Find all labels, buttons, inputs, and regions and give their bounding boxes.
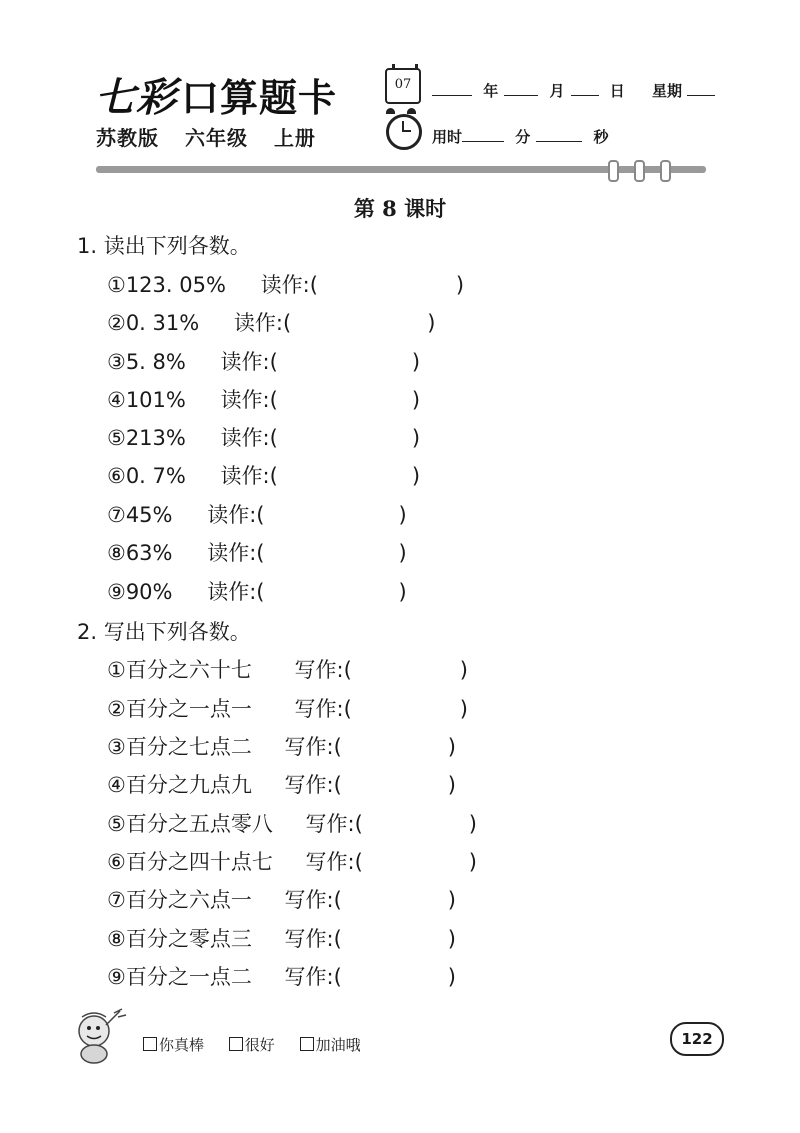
binder-ring-icon xyxy=(634,160,645,182)
item-number: ④百分之九点九 xyxy=(107,773,252,797)
close-paren: ) xyxy=(447,965,456,989)
close-paren: ) xyxy=(398,541,407,565)
checkbox[interactable] xyxy=(229,1037,243,1051)
answer-label: 写作:( xyxy=(284,735,342,759)
minutes-label: 分 xyxy=(515,128,531,146)
item-number: ⑥百分之四十点七 xyxy=(107,850,273,874)
item-number: ⑥0. 7% xyxy=(107,464,186,488)
list-item xyxy=(107,307,435,337)
list-item xyxy=(107,537,407,567)
list-item xyxy=(107,923,456,953)
checkbox[interactable] xyxy=(143,1037,157,1051)
checkbox[interactable] xyxy=(300,1037,314,1051)
rating-option[interactable] xyxy=(300,1036,361,1054)
section1-heading: 1. 读出下列各数。 xyxy=(77,234,251,258)
close-paren: ) xyxy=(468,812,477,836)
list-item xyxy=(107,576,407,606)
seconds-blank[interactable] xyxy=(536,129,582,142)
time-used-label: 用时 xyxy=(432,128,463,146)
answer-label: 读作:( xyxy=(207,541,265,565)
rating-label: 很好 xyxy=(244,1036,275,1054)
item-number: ②百分之一点一 xyxy=(107,697,252,721)
list-item xyxy=(107,499,407,529)
item-number: ④101% xyxy=(107,388,186,412)
item-number: ⑧百分之零点三 xyxy=(107,927,252,951)
binder-ring-icon xyxy=(660,160,671,182)
close-paren: ) xyxy=(398,580,407,604)
section2-heading: 2. 写出下列各数。 xyxy=(77,620,251,644)
item-number: ①百分之六十七 xyxy=(107,658,252,682)
answer-label: 读作:( xyxy=(207,503,265,527)
header-divider xyxy=(96,166,706,173)
time-fields xyxy=(432,126,615,147)
list-item xyxy=(107,346,420,376)
item-number: ②0. 31% xyxy=(107,311,200,335)
list-item xyxy=(107,731,456,761)
item-number: ⑦45% xyxy=(107,503,173,527)
close-paren: ) xyxy=(411,350,421,374)
answer-label: 写作:( xyxy=(284,927,342,951)
item-number: ①123. 05% xyxy=(107,273,226,297)
answer-label: 读作:( xyxy=(207,580,265,604)
close-paren: ) xyxy=(455,273,465,297)
close-paren: ) xyxy=(468,850,477,874)
alarm-clock-icon xyxy=(386,114,422,150)
list-item xyxy=(107,693,468,723)
list-item xyxy=(107,961,456,991)
answer-label: 写作:( xyxy=(284,888,342,912)
list-item xyxy=(107,460,420,490)
answer-label: 读作:( xyxy=(233,311,292,335)
item-number: ③百分之七点二 xyxy=(107,735,252,759)
answer-label: 读作:( xyxy=(220,388,278,412)
year-blank[interactable] xyxy=(432,83,472,96)
day-blank[interactable] xyxy=(571,83,599,96)
list-item xyxy=(107,269,464,299)
self-rating xyxy=(143,1034,381,1055)
list-item xyxy=(107,384,420,414)
lesson-title: 第 8 课时 xyxy=(353,196,447,221)
list-item xyxy=(107,654,468,684)
close-paren: ) xyxy=(459,697,468,721)
answer-label: 读作:( xyxy=(260,273,318,297)
close-paren: ) xyxy=(427,311,436,335)
list-item xyxy=(107,884,456,914)
close-paren: ) xyxy=(398,503,407,527)
page-number: 122 xyxy=(670,1022,724,1056)
answer-label: 写作:( xyxy=(294,658,352,682)
day-label: 日 xyxy=(609,82,625,100)
edition-grade: 六年级 xyxy=(184,126,248,150)
item-number: ⑨百分之一点二 xyxy=(107,965,252,989)
brand-name: 七彩 xyxy=(95,74,177,121)
item-number: ⑨90% xyxy=(107,580,173,604)
answer-label: 写作:( xyxy=(294,697,352,721)
binder-ring-icon xyxy=(608,160,619,182)
minutes-blank[interactable] xyxy=(462,129,504,142)
book-logo xyxy=(95,66,337,123)
list-item xyxy=(107,422,420,452)
list-item xyxy=(107,808,477,838)
list-item xyxy=(107,846,477,876)
seconds-label: 秒 xyxy=(593,128,609,146)
year-label: 年 xyxy=(483,82,499,100)
rating-option[interactable] xyxy=(229,1036,275,1054)
answer-label: 写作:( xyxy=(305,850,363,874)
date-fields xyxy=(432,80,715,101)
close-paren: ) xyxy=(411,388,421,412)
item-number: ⑧63% xyxy=(107,541,173,565)
close-paren: ) xyxy=(447,888,456,912)
list-item xyxy=(107,769,456,799)
cartoon-mascot-icon xyxy=(70,1005,130,1065)
close-paren: ) xyxy=(459,658,468,682)
edition-volume: 上册 xyxy=(273,126,316,150)
rating-label: 你真棒 xyxy=(159,1036,205,1054)
close-paren: ) xyxy=(411,426,421,450)
weekday-blank[interactable] xyxy=(687,83,715,96)
answer-label: 写作:( xyxy=(284,773,342,797)
item-number: ⑤213% xyxy=(107,426,186,450)
rating-option[interactable] xyxy=(143,1036,204,1054)
rating-label: 加油哦 xyxy=(315,1036,361,1054)
item-number: ⑤百分之五点零八 xyxy=(107,812,273,836)
answer-label: 读作:( xyxy=(220,350,278,374)
edition-info xyxy=(96,122,334,151)
item-number: ⑦百分之六点一 xyxy=(107,888,252,912)
weekday-label: 星期 xyxy=(651,82,682,100)
calendar-icon xyxy=(385,68,421,104)
close-paren: ) xyxy=(447,735,456,759)
month-blank[interactable] xyxy=(504,83,538,96)
item-number: ③5. 8% xyxy=(107,350,186,374)
answer-label: 读作:( xyxy=(220,426,278,450)
close-paren: ) xyxy=(411,464,421,488)
answer-label: 写作:( xyxy=(284,965,342,989)
edition-publisher: 苏教版 xyxy=(96,126,159,150)
month-label: 月 xyxy=(549,82,565,100)
close-paren: ) xyxy=(447,773,456,797)
close-paren: ) xyxy=(447,927,456,951)
book-title: 口算题卡 xyxy=(181,75,338,120)
answer-label: 读作:( xyxy=(220,464,278,488)
answer-label: 写作:( xyxy=(305,812,363,836)
calendar-day: 07 xyxy=(394,77,412,92)
